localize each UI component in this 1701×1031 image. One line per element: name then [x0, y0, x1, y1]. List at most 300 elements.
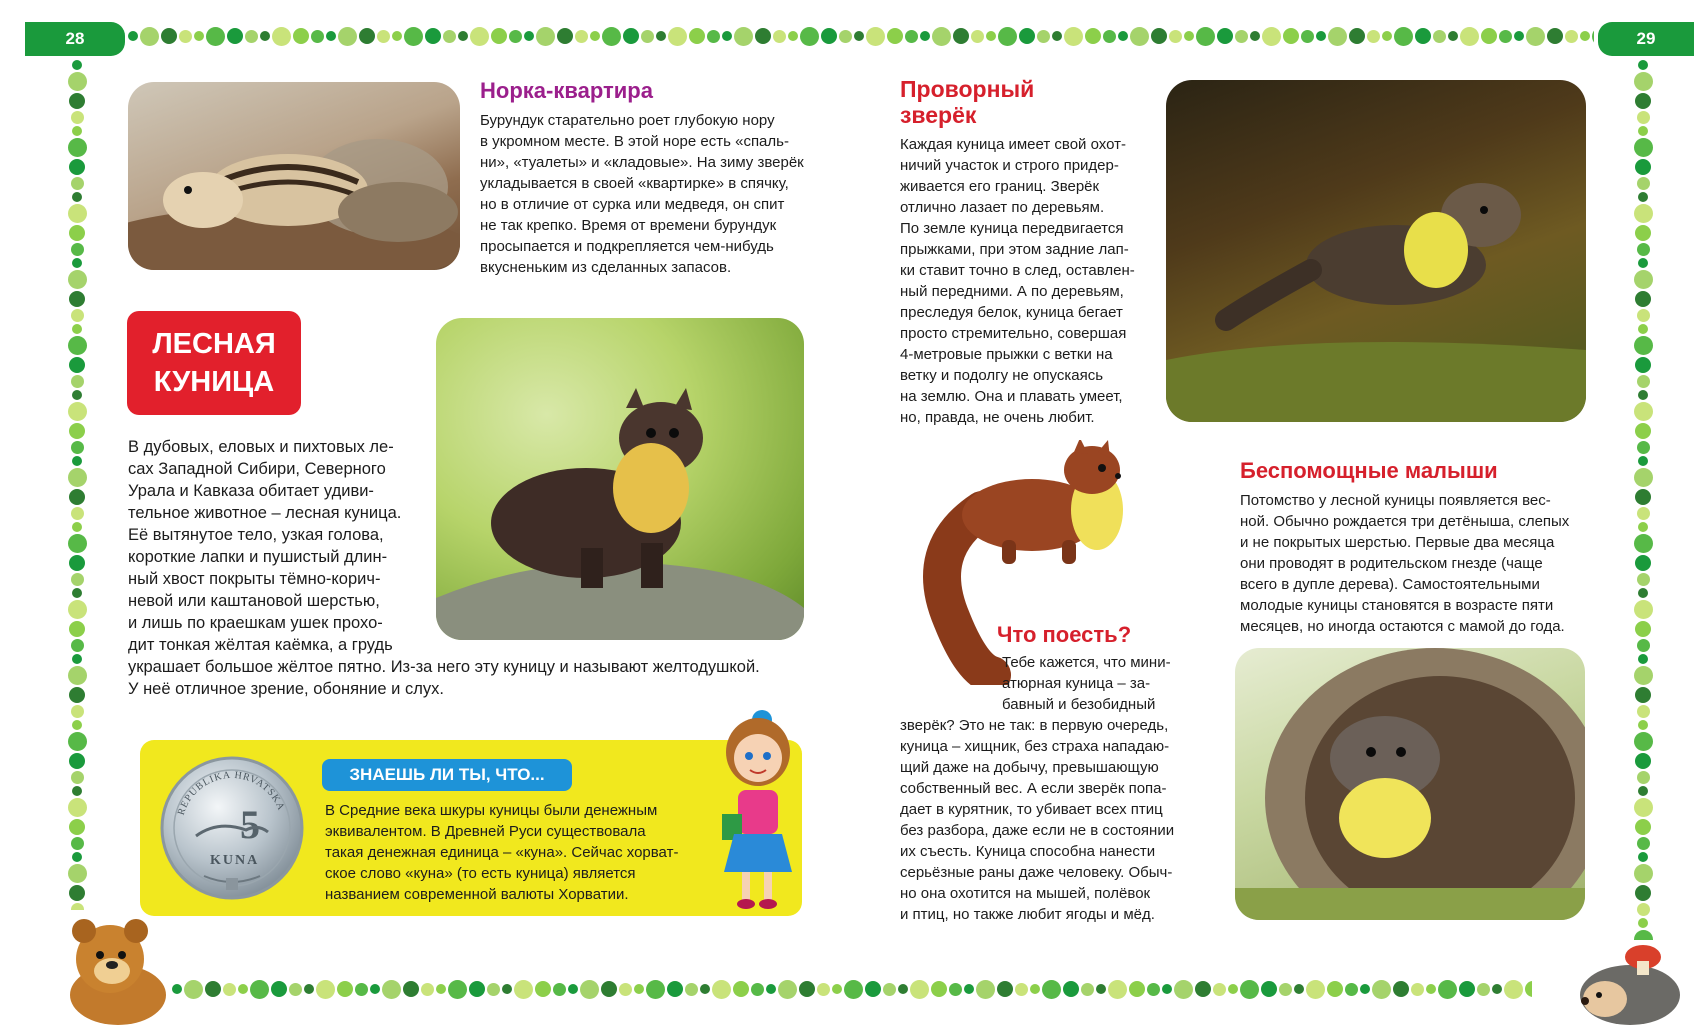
border-dot — [71, 177, 84, 190]
border-dot — [1103, 30, 1116, 43]
border-dot — [733, 981, 749, 997]
border-dot — [1129, 981, 1145, 997]
border-dot — [535, 981, 551, 997]
border-dot — [1382, 31, 1392, 41]
border-dot — [1235, 30, 1248, 43]
border-dot — [1637, 243, 1650, 256]
agile-text: Каждая куница имеет свой охот- ничий участок и строго придер- живается его границ. Зверёк отлично лазает по деревьям. По земле куница передвигается прыжками, при этом задние лап- ки ставит точно в след, оставлен- ный передними. А по деревьям, преследуя белок, куница бегает просто стремительно, совершая 4-метровые прыжки с ветки на ветку и подолгу не опускаясь на землю. Она и плавать умеет, но, правда, не очень любит. — [900, 136, 1135, 426]
border-dot — [1262, 27, 1281, 46]
coin-value: 5 — [240, 802, 260, 847]
hedgehog-illustration — [1565, 935, 1685, 1027]
border-dot — [1240, 980, 1259, 999]
border-dot — [69, 885, 85, 901]
border-dot — [1228, 984, 1238, 994]
border-dot — [1634, 864, 1653, 883]
border-dot — [557, 28, 573, 44]
border-dot — [1638, 654, 1648, 664]
border-dot — [71, 639, 84, 652]
border-dot — [1638, 390, 1648, 400]
border-dot — [502, 984, 512, 994]
border-dot — [1064, 27, 1083, 46]
dot-border-left — [66, 60, 96, 910]
border-dot — [1316, 31, 1326, 41]
border-dot — [1638, 456, 1648, 466]
border-dot — [69, 93, 85, 109]
border-dot — [69, 423, 85, 439]
border-dot — [1637, 639, 1650, 652]
marten-on-rock-photo — [436, 318, 804, 640]
border-dot — [734, 27, 753, 46]
border-dot — [1514, 31, 1524, 41]
border-dot — [887, 28, 903, 44]
border-dot — [755, 28, 771, 44]
border-dot — [68, 666, 87, 685]
border-dot — [458, 31, 468, 41]
border-dot — [1634, 270, 1653, 289]
border-dot — [1184, 31, 1194, 41]
border-dot — [316, 980, 335, 999]
border-dot — [1634, 600, 1653, 619]
border-dot — [1327, 981, 1343, 997]
border-dot — [69, 753, 85, 769]
border-dot — [1438, 980, 1457, 999]
border-dot — [1196, 27, 1215, 46]
border-dot — [260, 31, 270, 41]
border-dot — [964, 984, 974, 994]
border-dot — [1504, 980, 1523, 999]
border-dot — [1081, 983, 1094, 996]
border-dot — [1638, 786, 1648, 796]
border-dot — [986, 31, 996, 41]
border-dot — [689, 28, 705, 44]
border-dot — [1328, 27, 1347, 46]
border-dot — [71, 705, 84, 718]
border-dot — [1118, 31, 1128, 41]
border-dot — [1213, 983, 1226, 996]
border-dot — [470, 27, 489, 46]
border-dot — [71, 507, 84, 520]
border-dot — [71, 573, 84, 586]
border-dot — [1151, 28, 1167, 44]
food-text: зверёк? Это не так: в первую очередь, куница – хищник, без страха нападаю- щий даже на добычу, превышающую собственный вес. А если зверёк попа- дает в курятник, то убивает всех птиц без разбора, даже если не в состоянии их съесть. Куница способна нанести серьёзные раны даже человеку. Обыч- но она охотится на мышей, полёвок и птиц, но также любит ягоды и мёд. — [900, 717, 1175, 923]
border-dot — [1108, 980, 1127, 999]
bear-illustration — [58, 915, 178, 1027]
border-dot — [491, 28, 507, 44]
border-dot — [72, 192, 82, 202]
border-dot — [953, 28, 969, 44]
border-dot — [1638, 522, 1648, 532]
border-dot — [932, 27, 951, 46]
border-dot — [69, 687, 85, 703]
marten-intro-tail: украшает большое жёлтое пятно. Из-за него эту куницу и называют желтодушкой. У неё отличное зрение, обоняние и слух. — [128, 658, 760, 698]
border-dot — [1637, 177, 1650, 190]
border-dot — [72, 522, 82, 532]
border-dot — [72, 390, 82, 400]
border-dot — [487, 983, 500, 996]
border-dot — [271, 981, 287, 997]
border-dot — [700, 984, 710, 994]
border-dot — [1085, 28, 1101, 44]
border-dot — [194, 31, 204, 41]
border-dot — [1638, 192, 1648, 202]
border-dot — [766, 984, 776, 994]
border-dot — [1635, 687, 1651, 703]
border-dot — [1052, 31, 1062, 41]
border-dot — [1411, 983, 1424, 996]
chipmunk-photo — [128, 82, 460, 270]
border-dot — [72, 588, 82, 598]
border-dot — [883, 983, 896, 996]
border-dot — [1301, 30, 1314, 43]
border-dot — [1279, 983, 1292, 996]
border-dot — [382, 980, 401, 999]
border-dot — [568, 984, 578, 994]
agile-heading: Проворный зверёк — [900, 76, 1035, 128]
border-dot — [1635, 225, 1651, 241]
border-dot — [184, 980, 203, 999]
border-dot — [1637, 771, 1650, 784]
fact-text: В Средние века шкуры куницы были денежным эквивалентом. В Древней Руси существовала такая денежная единица – «куна». Сейчас хорват- ское слово «куна» (то есть куница) является названием современной валюты Хорватии. — [325, 802, 679, 903]
border-dot — [68, 336, 87, 355]
border-dot — [656, 31, 666, 41]
border-dot — [1147, 983, 1160, 996]
border-dot — [72, 786, 82, 796]
border-dot — [1394, 27, 1413, 46]
border-dot — [68, 468, 87, 487]
border-dot — [69, 159, 85, 175]
border-dot — [69, 489, 85, 505]
border-dot — [1634, 798, 1653, 817]
border-dot — [1250, 31, 1260, 41]
border-dot — [72, 126, 82, 136]
border-dot — [1638, 258, 1648, 268]
border-dot — [931, 981, 947, 997]
border-dot — [949, 983, 962, 996]
border-dot — [778, 980, 797, 999]
border-dot — [844, 980, 863, 999]
border-dot — [72, 258, 82, 268]
border-dot — [1415, 28, 1431, 44]
border-dot — [799, 981, 815, 997]
border-dot — [71, 837, 84, 850]
border-dot — [839, 30, 852, 43]
border-dot — [1634, 138, 1653, 157]
border-dot — [575, 30, 588, 43]
border-dot — [69, 291, 85, 307]
border-dot — [854, 31, 864, 41]
border-dot — [1349, 28, 1365, 44]
border-dot — [227, 28, 243, 44]
border-dot — [1460, 27, 1479, 46]
marten-intro-text: В дубовых, еловых и пихтовых ле- сах Западной Сибири, Северного Урала и Кавказа обитает удиви- тельное животное – лесная куница. Её вытянутое тело, узкая голова, короткие лапки и пушистый длин- ный хвост покрыты тёмно-корич- невой или каштановой шерстью, и лишь по краешкам ушек прохо- дит тонкая жёлтая каёмка, а грудь — [128, 438, 402, 654]
border-dot — [707, 30, 720, 43]
border-dot — [1634, 72, 1653, 91]
burrow-text: Бурундук старательно роет глубокую нору в укромном месте. В этой норе есть «спаль- ни», «туалеты» и «кладовые». На зиму зверёк укладывается в своей «квартирке» в спячку, но в отличие от сурка или медведя, он спит не так крепко. Время от времени бурундук просыпается и подкрепляется чем-нибудь вкусненьким из сделанных запасов. — [480, 112, 804, 276]
border-dot — [338, 27, 357, 46]
border-dot — [1433, 30, 1446, 43]
kuna-coin — [158, 754, 306, 902]
border-dot — [832, 984, 842, 994]
border-dot — [1637, 903, 1650, 916]
border-dot — [1019, 28, 1035, 44]
border-dot — [71, 111, 84, 124]
dot-border-right — [1632, 60, 1662, 940]
border-dot — [1638, 720, 1648, 730]
border-dot — [1426, 984, 1436, 994]
border-dot — [72, 324, 82, 334]
border-dot — [250, 980, 269, 999]
border-dot — [1637, 111, 1650, 124]
border-dot — [722, 31, 732, 41]
border-dot — [404, 27, 423, 46]
border-dot — [68, 798, 87, 817]
border-dot — [69, 621, 85, 637]
border-dot — [359, 28, 375, 44]
border-dot — [245, 30, 258, 43]
border-dot — [1547, 28, 1563, 44]
border-dot — [443, 30, 456, 43]
border-dot — [667, 981, 683, 997]
border-dot — [370, 984, 380, 994]
border-dot — [1637, 507, 1650, 520]
border-dot — [179, 30, 192, 43]
border-dot — [377, 30, 390, 43]
border-dot — [293, 28, 309, 44]
border-dot — [1635, 357, 1651, 373]
border-dot — [1635, 489, 1651, 505]
border-dot — [1015, 983, 1028, 996]
border-dot — [514, 980, 533, 999]
border-dot — [1637, 573, 1650, 586]
border-dot — [1063, 981, 1079, 997]
border-dot — [68, 732, 87, 751]
border-dot — [72, 654, 82, 664]
border-dot — [1393, 981, 1409, 997]
border-dot — [1096, 984, 1106, 994]
border-dot — [1492, 984, 1502, 994]
border-dot — [68, 534, 87, 553]
border-dot — [71, 903, 84, 910]
border-dot — [602, 27, 621, 46]
food-heading: Что поесть? — [997, 622, 1132, 647]
border-dot — [1217, 28, 1233, 44]
border-dot — [1367, 30, 1380, 43]
border-dot — [69, 555, 85, 571]
border-dot — [425, 28, 441, 44]
marten-badge: ЛЕСНАЯ КУНИЦА — [127, 311, 301, 415]
border-dot — [392, 31, 402, 41]
border-dot — [619, 983, 632, 996]
border-dot — [1477, 983, 1490, 996]
fact-label: ЗНАЕШЬ ЛИ ТЫ, ЧТО... — [322, 759, 572, 791]
border-dot — [641, 30, 654, 43]
border-dot — [403, 981, 419, 997]
border-dot — [1634, 336, 1653, 355]
border-dot — [1306, 980, 1325, 999]
border-dot — [821, 28, 837, 44]
border-dot — [1637, 309, 1650, 322]
border-dot — [1634, 666, 1653, 685]
border-dot — [71, 441, 84, 454]
border-dot — [1459, 981, 1475, 997]
border-dot — [1294, 984, 1304, 994]
border-dot — [71, 309, 84, 322]
border-dot — [68, 204, 87, 223]
border-dot — [910, 980, 929, 999]
border-dot — [128, 31, 138, 41]
border-dot — [1634, 534, 1653, 553]
border-dot — [1360, 984, 1370, 994]
babies-heading: Беспомощные малыши — [1240, 458, 1498, 483]
border-dot — [421, 983, 434, 996]
border-dot — [1637, 837, 1650, 850]
border-dot — [1635, 885, 1651, 901]
border-dot — [72, 852, 82, 862]
border-dot — [685, 983, 698, 996]
border-dot — [206, 27, 225, 46]
border-dot — [1195, 981, 1211, 997]
coin-top-text: REPUBLIKA HRVATSKA — [175, 769, 287, 817]
border-dot — [1635, 621, 1651, 637]
border-dot — [469, 981, 485, 997]
border-dot — [72, 456, 82, 466]
coin-bottom-text: KUNA — [210, 853, 260, 868]
border-dot — [1638, 918, 1648, 928]
border-dot — [1637, 441, 1650, 454]
border-dot — [71, 243, 84, 256]
border-dot — [71, 771, 84, 784]
border-dot — [71, 375, 84, 388]
border-dot — [68, 402, 87, 421]
border-dot — [712, 980, 731, 999]
border-dot — [326, 31, 336, 41]
border-dot — [1037, 30, 1050, 43]
border-dot — [773, 30, 786, 43]
border-dot — [1565, 30, 1578, 43]
marten-in-forest-photo — [1166, 80, 1586, 422]
border-dot — [337, 981, 353, 997]
border-dot — [524, 31, 534, 41]
border-dot — [1635, 819, 1651, 835]
border-dot — [238, 984, 248, 994]
border-dot — [553, 983, 566, 996]
border-dot — [1634, 204, 1653, 223]
border-dot — [1634, 468, 1653, 487]
border-dot — [1030, 984, 1040, 994]
girl-illustration — [712, 704, 806, 914]
border-dot — [161, 28, 177, 44]
border-dot — [1481, 28, 1497, 44]
border-dot — [788, 31, 798, 41]
border-dot — [1283, 28, 1299, 44]
border-dot — [1635, 93, 1651, 109]
border-dot — [590, 31, 600, 41]
border-dot — [817, 983, 830, 996]
border-dot — [289, 983, 302, 996]
border-dot — [580, 980, 599, 999]
border-dot — [1042, 980, 1061, 999]
dot-border-bottom — [172, 975, 1532, 1009]
border-dot — [1261, 981, 1277, 997]
page-number-right: 29 — [1598, 22, 1694, 56]
border-dot — [1130, 27, 1149, 46]
border-dot — [311, 30, 324, 43]
border-dot — [1169, 30, 1182, 43]
border-dot — [68, 600, 87, 619]
border-dot — [272, 27, 291, 46]
cartoon-marten — [912, 440, 1162, 685]
border-dot — [920, 31, 930, 41]
border-dot — [69, 225, 85, 241]
marten-in-log-photo — [1235, 648, 1585, 920]
border-dot — [1635, 753, 1651, 769]
burrow-heading: Норка-квартира — [480, 78, 653, 103]
border-dot — [1637, 705, 1650, 718]
border-dot — [205, 981, 221, 997]
border-dot — [536, 27, 555, 46]
border-dot — [1634, 402, 1653, 421]
border-dot — [1592, 27, 1594, 46]
border-dot — [971, 30, 984, 43]
border-dot — [997, 981, 1013, 997]
border-dot — [1580, 31, 1590, 41]
border-dot — [1499, 30, 1512, 43]
border-dot — [1638, 60, 1648, 70]
border-dot — [865, 981, 881, 997]
border-dot — [646, 980, 665, 999]
border-dot — [448, 980, 467, 999]
border-dot — [72, 720, 82, 730]
border-dot — [1635, 555, 1651, 571]
border-dot — [976, 980, 995, 999]
border-dot — [1448, 31, 1458, 41]
border-dot — [72, 60, 82, 70]
food-text-indent: Тебе кажется, что мини- атюрная куница – за- бавный и безобидный — [1002, 654, 1171, 713]
border-dot — [634, 984, 644, 994]
border-dot — [1372, 980, 1391, 999]
dot-border-top — [128, 22, 1594, 56]
border-dot — [436, 984, 446, 994]
border-dot — [1635, 291, 1651, 307]
page-number-left: 28 — [25, 22, 125, 56]
border-dot — [800, 27, 819, 46]
border-dot — [223, 983, 236, 996]
border-dot — [1162, 984, 1172, 994]
border-dot — [68, 138, 87, 157]
border-dot — [68, 72, 87, 91]
border-dot — [304, 984, 314, 994]
border-dot — [1635, 423, 1651, 439]
border-dot — [1345, 983, 1358, 996]
border-dot — [1637, 375, 1650, 388]
border-dot — [355, 983, 368, 996]
border-dot — [1174, 980, 1193, 999]
border-dot — [601, 981, 617, 997]
babies-text: Потомство у лесной куницы появляется вес- ной. Обычно рождается три детёныша, слепых и не покрытых шерстью. Первые два месяца они проводят в родительском гнезде (чаще всего в дупле дерева). Самостоятельными молодые куницы становятся в возрасте пяти месяцев, но иногда остаются с мамой до года. — [1240, 492, 1570, 635]
border-dot — [509, 30, 522, 43]
border-dot — [1638, 126, 1648, 136]
border-dot — [905, 30, 918, 43]
border-dot — [866, 27, 885, 46]
border-dot — [68, 864, 87, 883]
border-dot — [1635, 159, 1651, 175]
border-dot — [1638, 324, 1648, 334]
border-dot — [68, 270, 87, 289]
border-dot — [1638, 852, 1648, 862]
border-dot — [668, 27, 687, 46]
border-dot — [69, 357, 85, 373]
border-dot — [1634, 732, 1653, 751]
